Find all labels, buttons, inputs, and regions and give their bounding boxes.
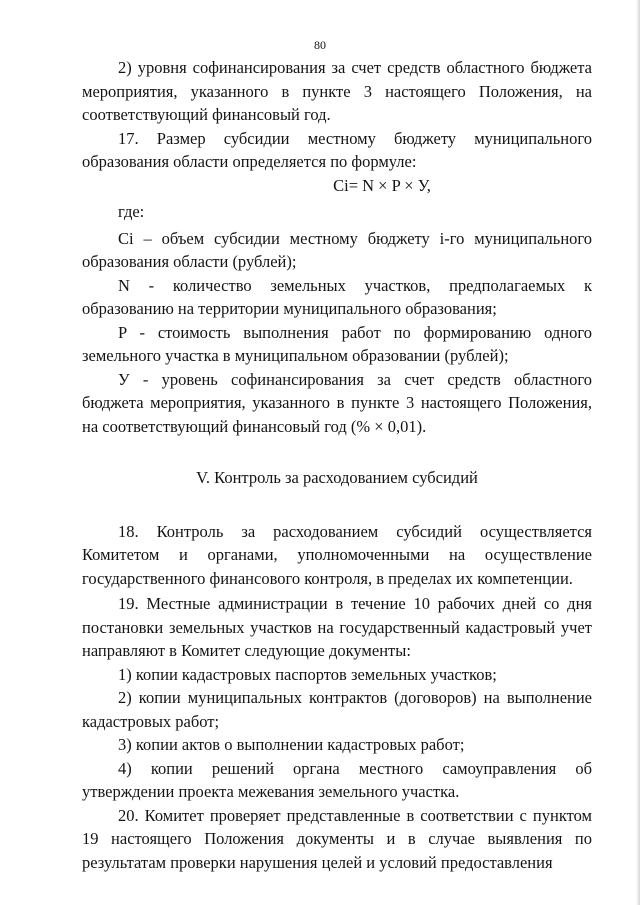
where-label: где: — [118, 202, 145, 221]
page-number: 80 — [314, 38, 326, 52]
definition-n: N - количество земельных участков, предполагаемых к образованию на территории муниципального образования; — [82, 275, 592, 318]
list-item-municipal-contracts: 2) копии муниципальных контрактов (договоров) на выполнение кадастровых работ; — [82, 688, 592, 731]
list-item-land-survey-decisions: 4) копии решений органа местного самоуправления об утверждении проекта межевания земельного участка. — [82, 758, 592, 801]
list-item-work-acts: 3) копии актов о выполнении кадастровых работ; — [118, 735, 465, 754]
definition-ci: Ci – объем субсидии местному бюджету i-го муниципального образования области (рублей); — [82, 228, 592, 271]
paragraph-17-subsidy-size: 17. Размер субсидии местному бюджету муниципального образования области определяется по формуле: — [82, 128, 592, 171]
subsidy-formula: Ci= N × P × У, — [333, 175, 431, 195]
list-item-cadastral-passports: 1) копии кадастровых паспортов земельных участков; — [118, 664, 497, 684]
paragraph-19-documents: 19. Местные администрации в течение 10 рабочих дней со дня постановки земельных участков на государственный кадастровый учет направляют в Комитет следующие документы: — [82, 594, 592, 660]
scan-edge-shadow — [636, 0, 640, 905]
document-body — [82, 56, 592, 874]
section-title: V. Контроль за расходованием субсидий — [196, 468, 478, 487]
definition-p: P - стоимость выполнения работ по формированию одного земельного участка в муниципальном образовании (рублей); — [82, 322, 592, 365]
paragraph-18-control: 18. Контроль за расходованием субсидий осуществляется Комитетом и органами, уполномоченными на осуществление государственного финансового контроля, в пределах их компетенции. — [82, 521, 592, 588]
paragraph-20-verification: 20. Комитет проверяет представленные в соответствии с пунктом 19 настоящего Положения документы и в случае выявления по результатам проверки нарушения целей и условий предоставления — [82, 805, 592, 872]
paragraph-cofinancing-level: 2) уровня софинансирования за счет средств областного бюджета мероприятия, указанного в пункте 3 настоящего Положения, на соответствующий финансовый год. — [82, 58, 592, 124]
definition-u: У - уровень софинансирования за счет средств областного бюджета мероприятия, указанного в пункте 3 настоящего Положения, на соответствующий финансовый год (% × 0,01). — [82, 369, 592, 436]
